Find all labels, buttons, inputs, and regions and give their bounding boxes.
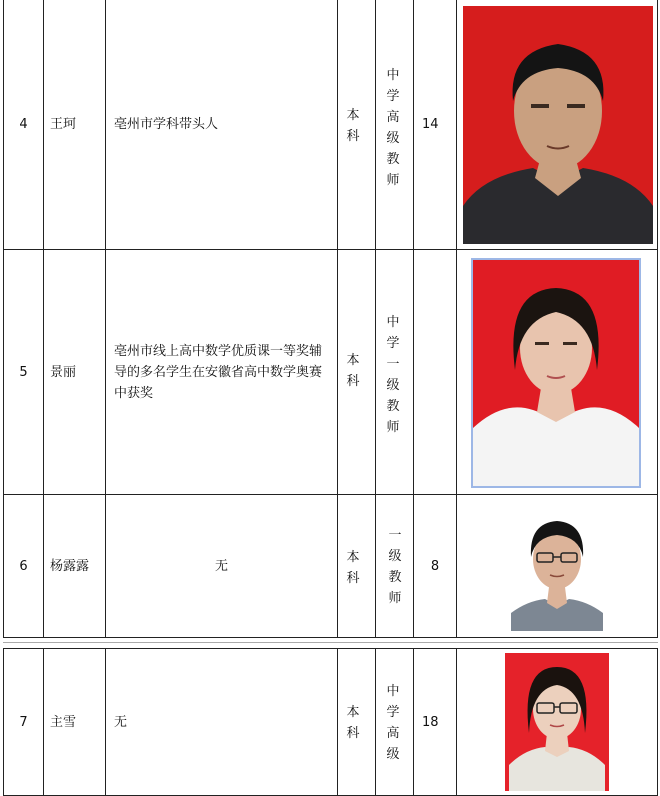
name-cell bbox=[43, 495, 105, 638]
teacher-name: 景丽 bbox=[50, 364, 77, 380]
years-cell bbox=[413, 0, 456, 250]
title-text: 中学高级教师 bbox=[386, 68, 400, 188]
name-cell bbox=[43, 250, 105, 495]
name-cell bbox=[43, 0, 105, 250]
photo-cell bbox=[456, 0, 658, 250]
title-cell bbox=[375, 250, 413, 495]
teacher-portrait-image bbox=[505, 653, 609, 791]
achievement-text: 亳州市线上高中数学优质课一等奖辅导的多名学生在安徽省高中数学奥赛中获奖 bbox=[114, 343, 323, 401]
title-cell bbox=[375, 495, 413, 638]
teacher-name: 王珂 bbox=[50, 117, 77, 132]
degree-text: 本科 bbox=[346, 108, 360, 144]
teaching-years: 18 bbox=[422, 714, 439, 730]
row-number-cell bbox=[3, 0, 43, 250]
title-cell bbox=[375, 648, 413, 796]
teacher-name: 杨露露 bbox=[50, 558, 90, 574]
row-number-cell bbox=[3, 495, 43, 638]
teacher-portrait-image bbox=[473, 260, 639, 486]
teacher-photo bbox=[505, 653, 609, 791]
title-text: 中学高级 bbox=[386, 684, 400, 762]
table-row bbox=[3, 250, 658, 495]
photo-cell bbox=[456, 495, 658, 638]
degree-cell bbox=[337, 0, 375, 250]
years-cell bbox=[413, 648, 456, 796]
teaching-years: 8 bbox=[430, 558, 440, 574]
degree-cell bbox=[337, 495, 375, 638]
teacher-photo bbox=[471, 258, 641, 488]
achievement-text: 无 bbox=[114, 714, 128, 730]
row-number: 4 bbox=[19, 117, 28, 132]
degree-text: 本科 bbox=[346, 550, 360, 586]
teacher-photo bbox=[463, 6, 653, 244]
photo-cell bbox=[456, 250, 658, 495]
teacher-portrait-image bbox=[463, 6, 653, 244]
table-row bbox=[3, 495, 658, 638]
row-number-cell bbox=[3, 648, 43, 796]
degree-cell bbox=[337, 250, 375, 495]
table-row bbox=[3, 648, 658, 796]
teacher-name: 主雪 bbox=[50, 714, 77, 730]
title-cell bbox=[375, 0, 413, 250]
row-number-cell bbox=[3, 250, 43, 495]
table-row bbox=[3, 0, 658, 250]
achievement-cell bbox=[105, 648, 337, 796]
years-cell bbox=[413, 250, 456, 495]
page-break-line bbox=[3, 642, 658, 643]
row-number: 7 bbox=[19, 714, 28, 730]
teaching-years: 14 bbox=[422, 117, 439, 132]
title-text: 中学一级教师 bbox=[386, 315, 400, 435]
teacher-photo bbox=[509, 509, 605, 631]
row-number: 5 bbox=[19, 364, 28, 380]
degree-text: 本科 bbox=[346, 705, 360, 741]
achievement-text: 亳州市学科带头人 bbox=[114, 117, 219, 132]
teacher-portrait-image bbox=[509, 509, 605, 631]
years-cell bbox=[413, 495, 456, 638]
title-text: 一级教师 bbox=[388, 528, 402, 606]
achievement-cell bbox=[105, 0, 337, 250]
achievement-cell bbox=[105, 250, 337, 495]
degree-cell bbox=[337, 648, 375, 796]
achievement-text: 无 bbox=[214, 558, 228, 574]
achievement-cell bbox=[105, 495, 337, 638]
photo-cell bbox=[456, 648, 658, 796]
degree-text: 本科 bbox=[346, 353, 360, 389]
name-cell bbox=[43, 648, 105, 796]
row-number: 6 bbox=[19, 558, 28, 574]
